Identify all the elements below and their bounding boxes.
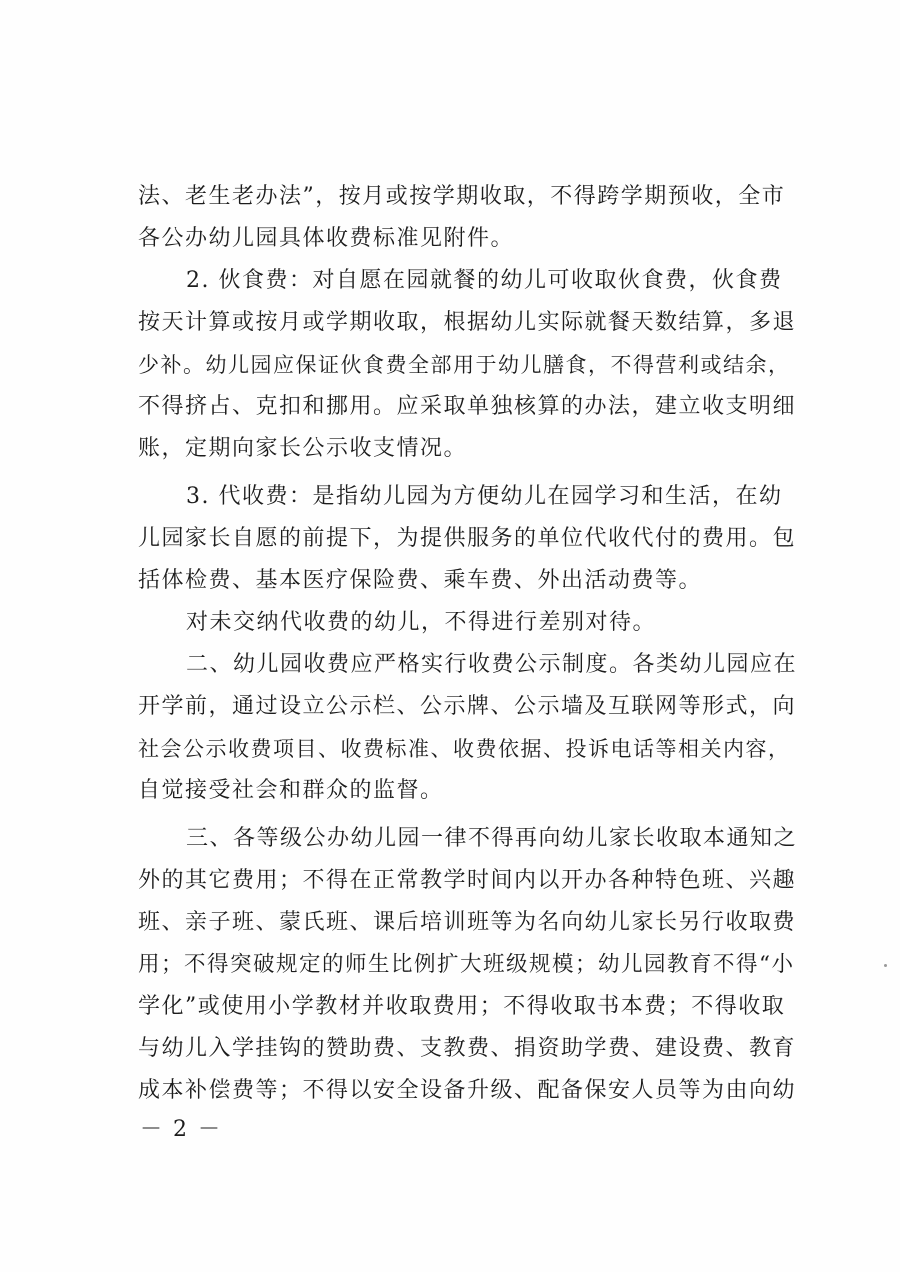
text-line: 各公办幼儿园具体收费标准见附件。 — [138, 226, 515, 251]
text-line: 对未交纳代收费的幼儿，不得进行差别对待。 — [186, 610, 657, 635]
text-line: 二、幼儿园收费应严格实行收费公示制度。各类幼儿园应在 — [186, 652, 798, 677]
text-line: 外的其它费用；不得在正常教学时间内以开办各种特色班、兴趣 — [138, 868, 797, 893]
text-line: 少补。幼儿园应保证伙食费全部用于幼儿膳食，不得营利或结余， — [138, 353, 791, 377]
text-line: 成本补偿费等；不得以安全设备升级、配备保安人员等为由向幼 — [138, 1078, 797, 1103]
text-line: 开学前，通过设立公示栏、公示牌、公示墙及互联网等形式，向 — [138, 694, 797, 719]
text-line: 括体检费、基本医疗保险费、乘车费、外出活动费等。 — [138, 568, 703, 593]
text-line: 班、亲子班、蒙氏班、课后培训班等为名向幼儿家长另行收取费 — [138, 910, 797, 935]
scan-speck — [884, 964, 887, 967]
page-number: － 2 － — [140, 1117, 222, 1142]
text-line: 账，定期向家长公示收支情况。 — [138, 436, 468, 461]
text-line: 3. 代收费：是指幼儿园为方便幼儿在园学习和生活，在幼 — [186, 484, 783, 509]
text-line: 学化”或使用小学教材并收取费用；不得收取书本费；不得收取 — [138, 994, 786, 1019]
text-line: 社会公示收费项目、收费标准、收费依据、投诉电话等相关内容， — [138, 737, 791, 761]
text-line: 与幼儿入学挂钩的赞助费、支教费、捐资助学费、建设费、教育 — [138, 1036, 797, 1061]
text-line: 用；不得突破规定的师生比例扩大班级规模；幼儿园教育不得“小 — [138, 952, 795, 977]
text-line: 三、各等级公办幼儿园一律不得再向幼儿家长收取本通知之 — [186, 826, 798, 851]
text-line: 自觉接受社会和群众的监督。 — [138, 778, 444, 803]
text-line: 儿园家长自愿的前提下，为提供服务的单位代收代付的费用。包 — [138, 526, 797, 551]
text-line: 按天计算或按月或学期收取，根据幼儿实际就餐天数结算，多退 — [138, 310, 797, 335]
text-line: 法、老生老办法”，按月或按学期收取，不得跨学期预收，全市 — [138, 184, 786, 209]
text-line: 2. 伙食费：对自愿在园就餐的幼儿可收取伙食费，伙食费 — [186, 268, 783, 293]
text-line: 不得挤占、克扣和挪用。应采取单独核算的办法，建立收支明细 — [138, 394, 797, 419]
